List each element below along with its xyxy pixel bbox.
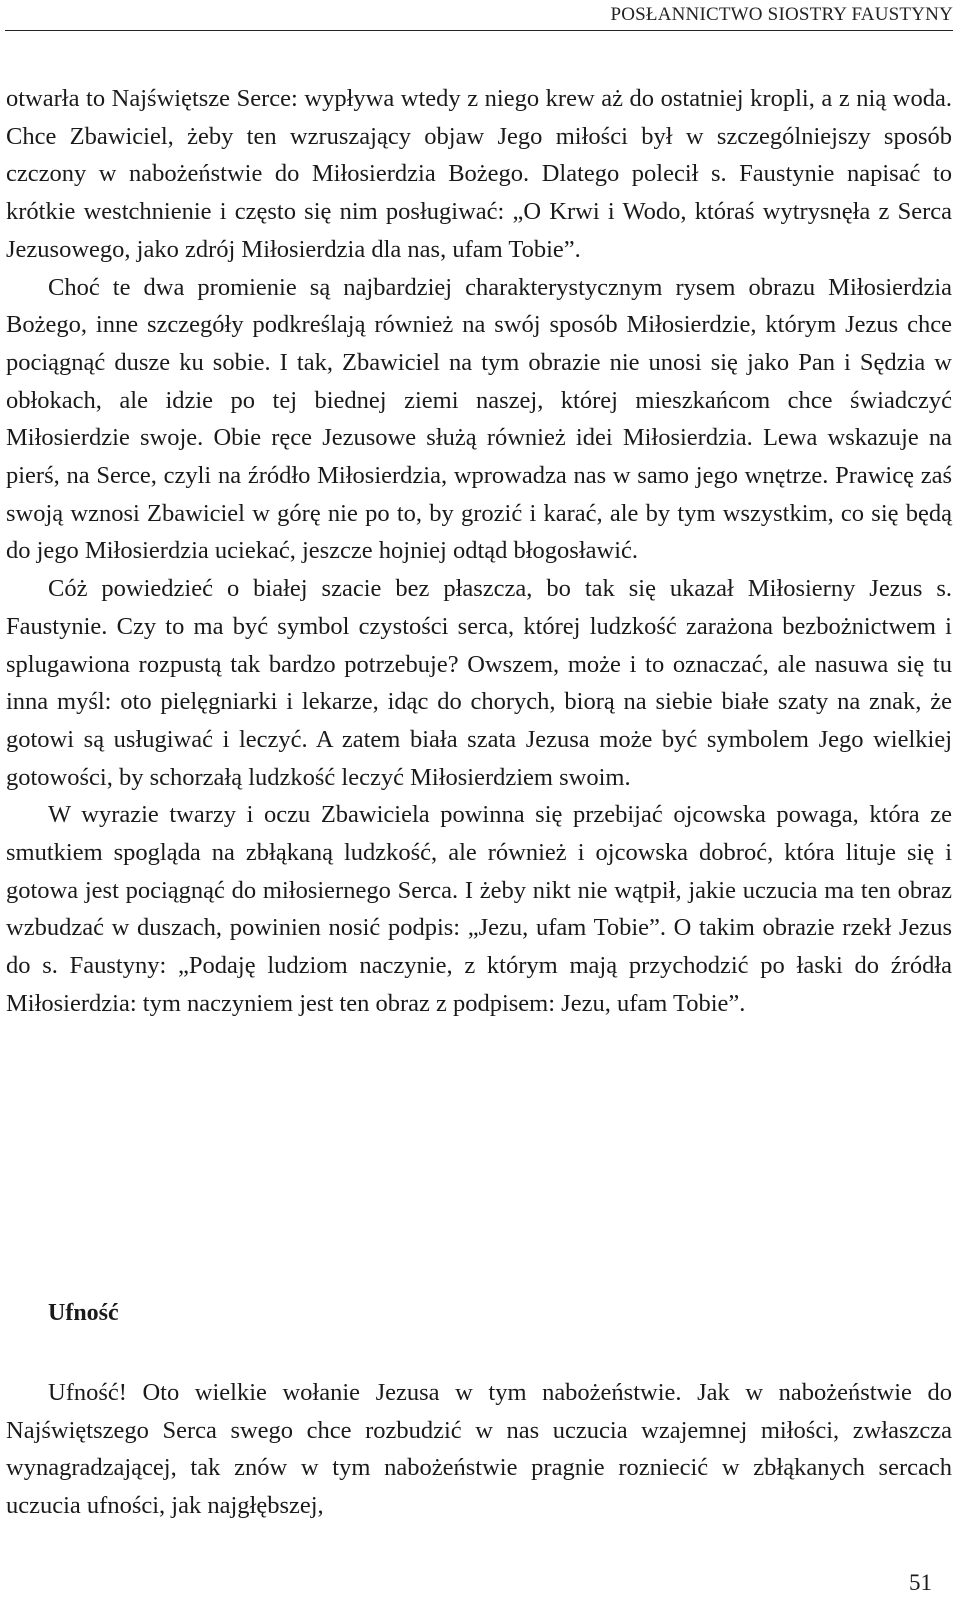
running-header-title: POSŁANNICTWO SIOSTRY FAUSTYNY [610, 4, 953, 25]
paragraph-white-robe: Cóż powiedzieć o białej szacie bez płaszcza, bo tak się ukazał Miłosierny Jezus s. Faustynie. Czy to ma być symbol czystości serca, której ludzkość zarażona bezbożnictwem i splugawiona rozpustą tak bardzo potrzebuje? Owszem, może i to oznaczać, ale nasuwa się tu inna myśl: oto pielęgniarki i lekarze, idąc do chorych, biorą na siebie białe szaty na znak, że gotowi są usługiwać i leczyć. A zatem biała szata Jezusa może być symbolem Jego wielkiej gotowości, by schorzałą ludzkość leczyć Miłosierdziem swoim. [6, 575, 952, 791]
section-heading: Ufność [48, 1300, 119, 1326]
main-text-block [6, 80, 952, 1023]
paragraph-face-expression: W wyrazie twarzy i oczu Zbawiciela powinna się przebijać ojcowska powaga, która ze smutkiem spogląda na zbłąkaną ludzkość, ale również i ojcowska dobroć, która lituje się i gotowa jest pociągnąć do miłosiernego Serca. I żeby nikt nie wątpił, jakie uczucia ma ten obraz wzbudzać w duszach, powinien nosić podpis: „Jezu, ufam Tobie”. O takim obrazie rzekł Jezus do s. Faustyny: „Podaję ludziom naczynie, z którym mają przychodzić po łaski do źródła Miłosierdzia: tym naczyniem jest ten obraz z podpisem: Jezu, ufam Tobie”. [6, 801, 952, 1017]
paragraph-two-rays: Choć te dwa promienie są najbardziej charakterystycznym rysem obrazu Miłosierdzia Bożego, inne szczegóły podkreślają również na swój sposób Miłosierdzie, którym Jezus chce pociągnąć dusze ku sobie. I tak, Zbawiciel na tym obrazie nie unosi się jako Pan i Sędzia w obłokach, ale idzie po tej biednej ziemi naszej, której mieszkańcom chce świadczyć Miłosierdzie swoje. Obie ręce Jezusowe służą również idei Miłosierdzia. Lewa wskazuje na pierś, na Serce, czyli na źródło Miłosierdzia, wprowadza nas w samo jego wnętrze. Prawicę zaś swoją wznosi Zbawiciel w górę nie po to, by grozić i karać, ale by tym wszystkim, co się będą do jego Miłosierdzia uciekać, jeszcze hojniej odtąd błogosławić. [6, 273, 952, 565]
page-number: 51 [909, 1570, 932, 1595]
section-text-block [6, 1374, 952, 1525]
paragraph-trust: Ufność! Oto wielkie wołanie Jezusa w tym nabożeństwie. Jak w nabożeństwie do Najświętszego Serca swego chce rozbudzić w nas uczucia wzajemnej miłości, zwłaszcza wynagradzającej, tak znów w tym nabożeństwie pragnie rozniecić w zbłąkanych sercach uczucia ufności, jak najgłębszej, [6, 1379, 952, 1520]
paragraph-continuation: otwarła to Najświętsze Serce: wypływa wtedy z niego krew aż do ostatniej kropli, a z nią woda. Chce Zbawiciel, żeby ten wzruszający objaw Jego miłości był w szczególniejszy sposób czczony w nabożeństwie do Miłosierdzia Bożego. Dlatego polecił s. Faustynie napisać to krótkie westchnienie i często się nim posługiwać: „O Krwi i Wodo, któraś wytrysnęła z Serca Jezusowego, jako zdrój Miłosierdzia dla nas, ufam Tobie”. [6, 85, 952, 263]
running-header [5, 0, 953, 31]
